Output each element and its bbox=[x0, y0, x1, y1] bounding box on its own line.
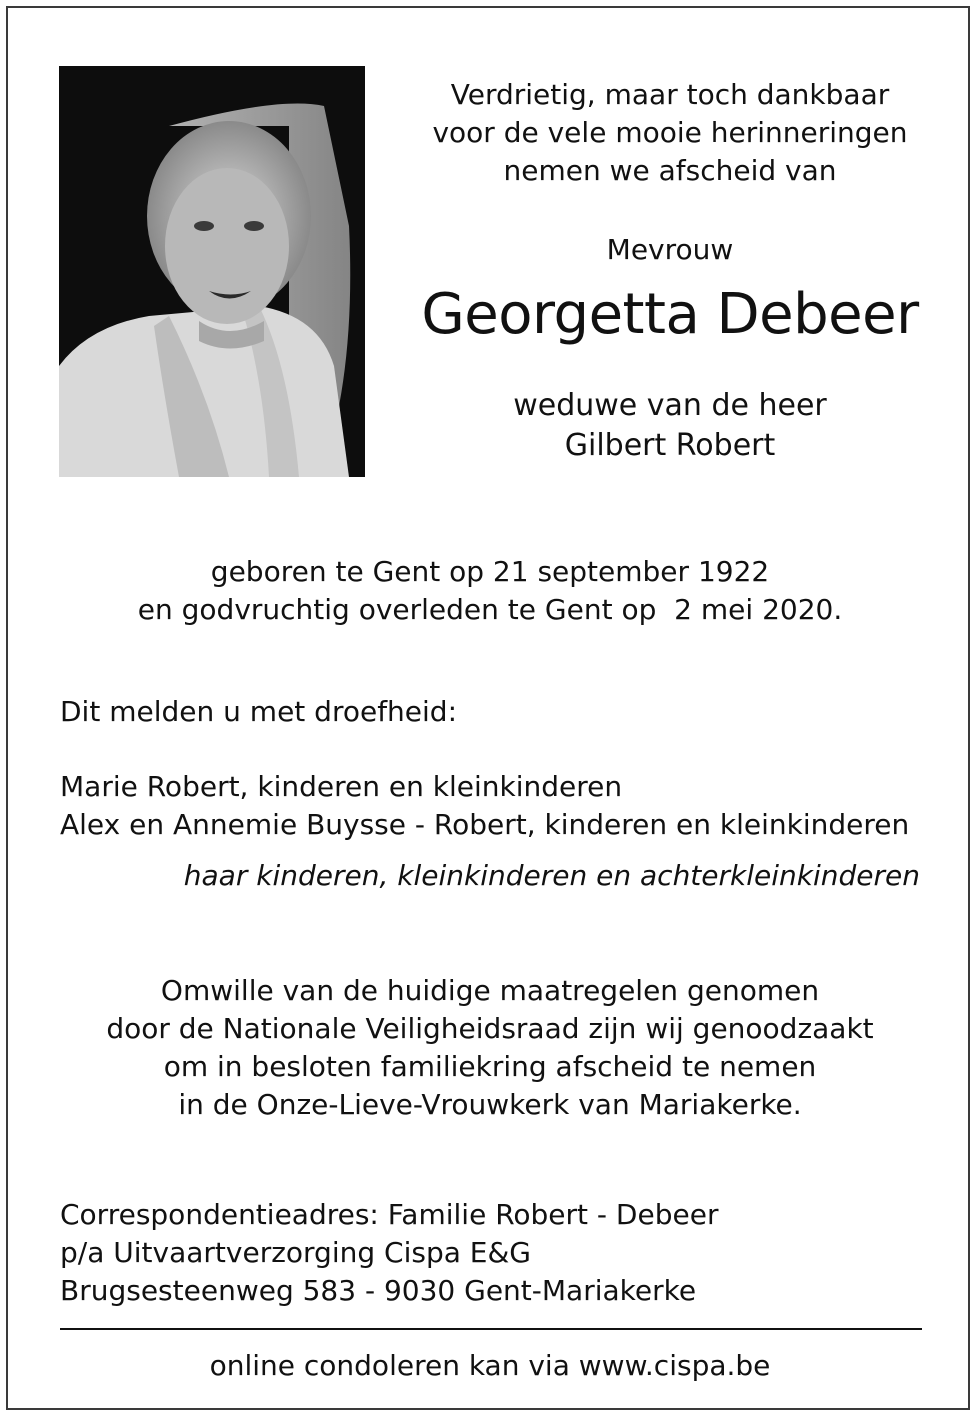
address-line: Brugsesteenweg 583 - 9030 Gent-Mariakerke bbox=[60, 1274, 697, 1307]
birth-line: geboren te Gent op 21 september 1922 bbox=[210, 555, 770, 588]
deceased-name: Georgetta Debeer bbox=[421, 282, 919, 347]
address-line: p/a Uitvaartverzorging Cispa E&G bbox=[60, 1236, 531, 1269]
deceased-title: Mevrouw bbox=[606, 233, 734, 266]
address-line: Correspondentieadres: Familie Robert - Debeer bbox=[60, 1198, 719, 1231]
notice-line: door de Nationale Veiligheidsraad zijn wij genoodzaakt bbox=[106, 1012, 874, 1045]
announcement-heading: Dit melden u met droefheid: bbox=[60, 695, 458, 728]
widow-text bbox=[380, 386, 960, 466]
death-line: en godvruchtig overleden te Gent op 2 mei 2020. bbox=[137, 593, 843, 626]
intro-line: nemen we afscheid van bbox=[503, 154, 837, 187]
correspondence-address bbox=[60, 1196, 718, 1310]
widow-line: Gilbert Robert bbox=[564, 428, 776, 463]
notice-line: om in besloten familiekring afscheid te nemen bbox=[163, 1050, 817, 1083]
intro-line: voor de vele mooie herinneringen bbox=[432, 116, 908, 149]
divider bbox=[60, 1328, 922, 1330]
birth-death-dates bbox=[40, 553, 940, 629]
family-line: Alex en Annemie Buysse - Robert, kinderen en kleinkinderen bbox=[60, 808, 910, 841]
notice-line: Omwille van de huidige maatregelen genomen bbox=[160, 974, 820, 1007]
portrait-photo bbox=[59, 66, 365, 477]
notice-line: in de Onze-Lieve-Vrouwkerk van Mariakerke. bbox=[178, 1088, 802, 1121]
intro-text bbox=[390, 76, 950, 190]
family-line-italic: haar kinderen, kleinkinderen en achterkleinkinderen bbox=[183, 859, 920, 892]
online-condolence: online condoleren kan via www.cispa.be bbox=[209, 1349, 771, 1382]
widow-line: weduwe van de heer bbox=[513, 388, 827, 423]
family-line: Marie Robert, kinderen en kleinkinderen bbox=[60, 770, 623, 803]
intro-line: Verdrietig, maar toch dankbaar bbox=[450, 78, 890, 111]
family-list bbox=[60, 768, 909, 844]
ceremony-notice bbox=[40, 972, 940, 1124]
